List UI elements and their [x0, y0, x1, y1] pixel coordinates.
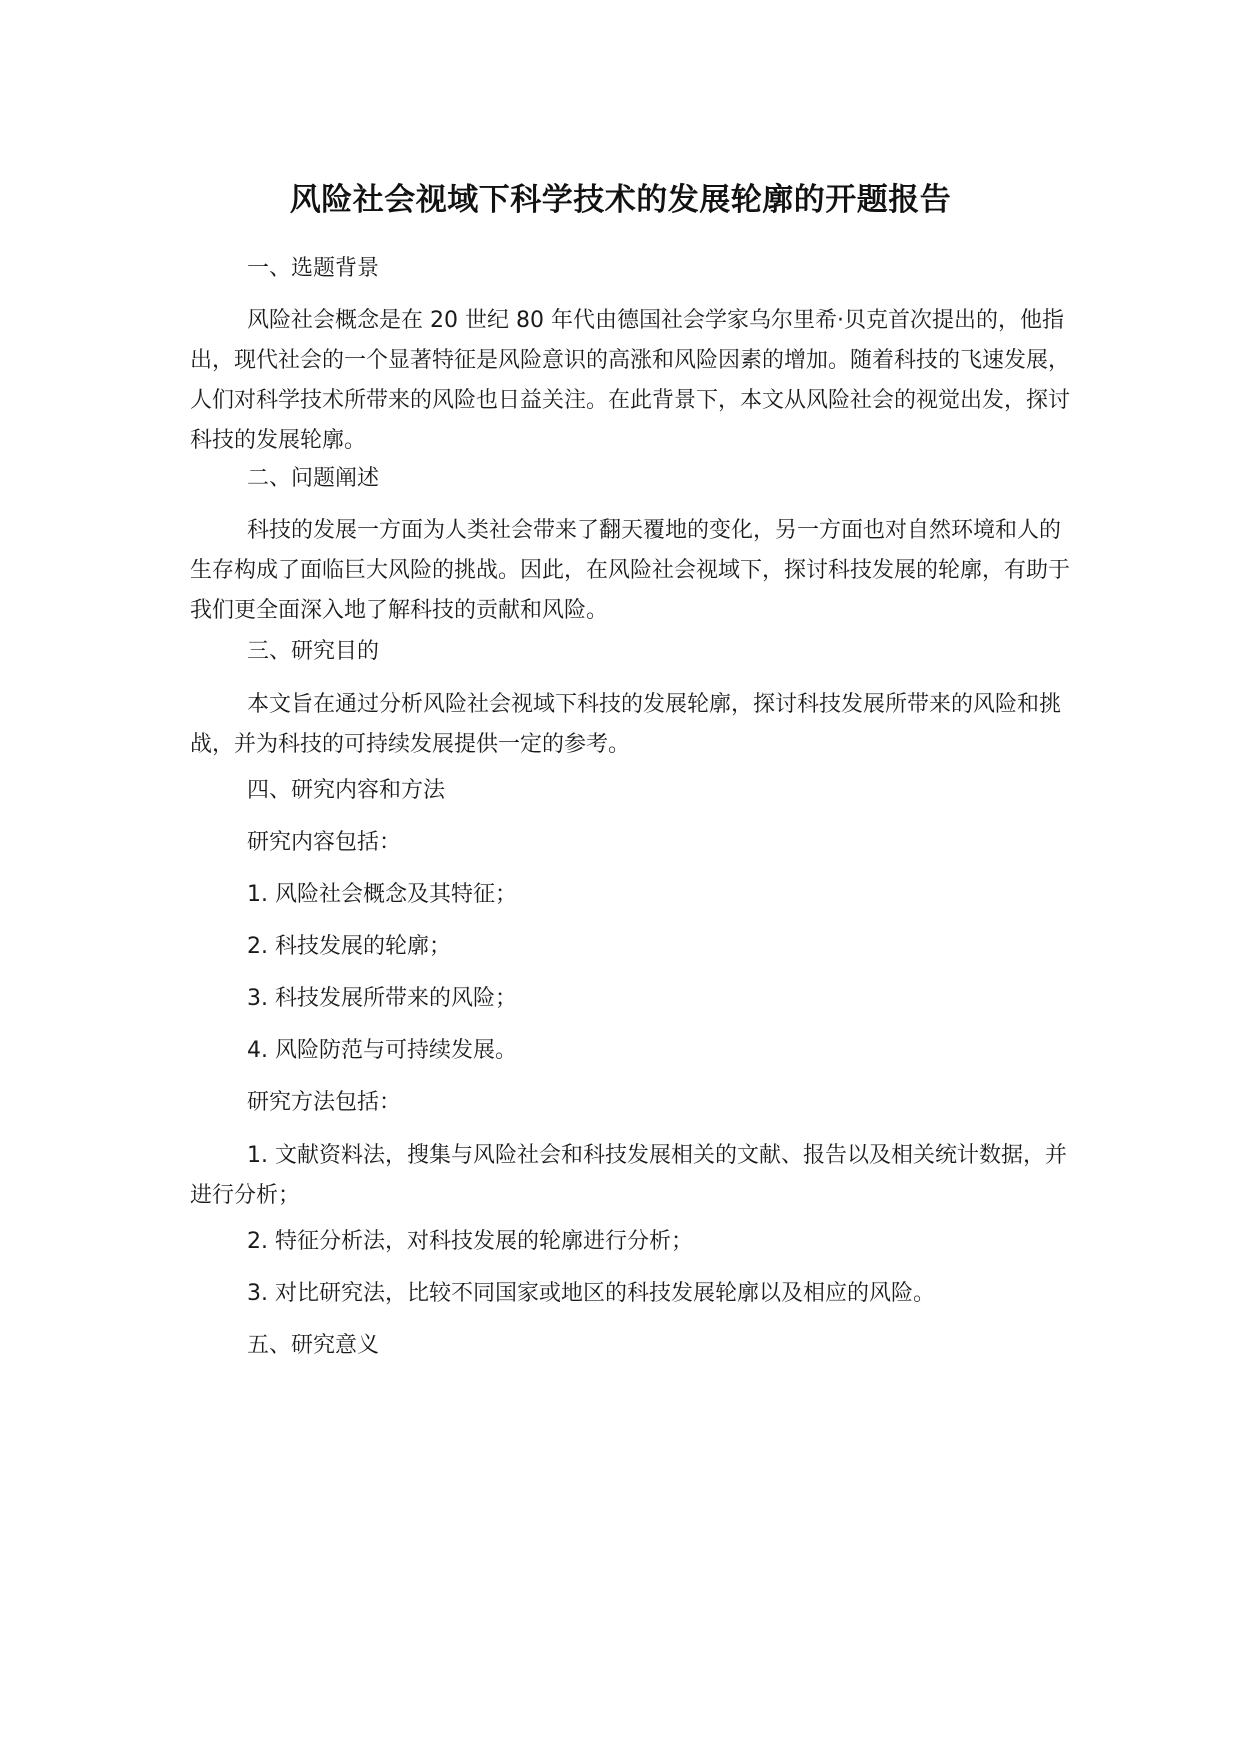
paragraph-problem: 科技的发展一方面为人类社会带来了翻天覆地的变化，另一方面也对自然环境和人的生存构成了面临巨大风险的挑战。因此，在风险社会视域下，探讨科技发展的轮廓，有助于我们更全面深入地了解科技的贡献和风险。 [190, 518, 1071, 623]
content-intro: 研究内容包括： [247, 830, 402, 855]
method-item: 2. 特征分析法，对科技发展的轮廓进行分析； [247, 1229, 693, 1254]
paragraph-purpose: 本文旨在通过分析风险社会视域下科技的发展轮廓，探讨科技发展所带来的风险和挑战，并为科技的可持续发展提供一定的参考。 [190, 692, 1062, 757]
methods-intro: 研究方法包括： [247, 1090, 402, 1115]
content-item: 1. 风险社会概念及其特征； [247, 882, 517, 907]
paragraph-background: 风险社会概念是在 20 世纪 80 年代由德国社会学家乌尔里希·贝克首次提出的，他指出，现代社会的一个显著特征是风险意识的高涨和风险因素的增加。随着科技的飞速发展，人们对科学技术所带来的风险也日益关注。在此背景下，本文从风险社会的视觉出发，探讨科技的发展轮廓。 [190, 308, 1071, 453]
section-heading-problem: 二、问题阐述 [247, 466, 380, 491]
section-heading-purpose: 三、研究目的 [247, 639, 380, 664]
content-item: 4. 风险防范与可持续发展。 [247, 1038, 517, 1063]
method-item: 3. 对比研究法，比较不同国家或地区的科技发展轮廓以及相应的风险。 [247, 1281, 935, 1306]
content-item: 3. 科技发展所带来的风险； [247, 986, 517, 1011]
section-heading-content-methods: 四、研究内容和方法 [247, 778, 446, 803]
content-item: 2. 科技发展的轮廓； [247, 934, 451, 959]
method-item: 1. 文献资料法，搜集与风险社会和科技发展相关的文献、报告以及相关统计数据，并进行分析； [190, 1143, 1067, 1208]
section-heading-significance: 五、研究意义 [247, 1333, 380, 1358]
document-title: 风险社会视域下科学技术的发展轮廓的开题报告 [289, 182, 952, 218]
section-heading-background: 一、选题背景 [247, 256, 380, 281]
